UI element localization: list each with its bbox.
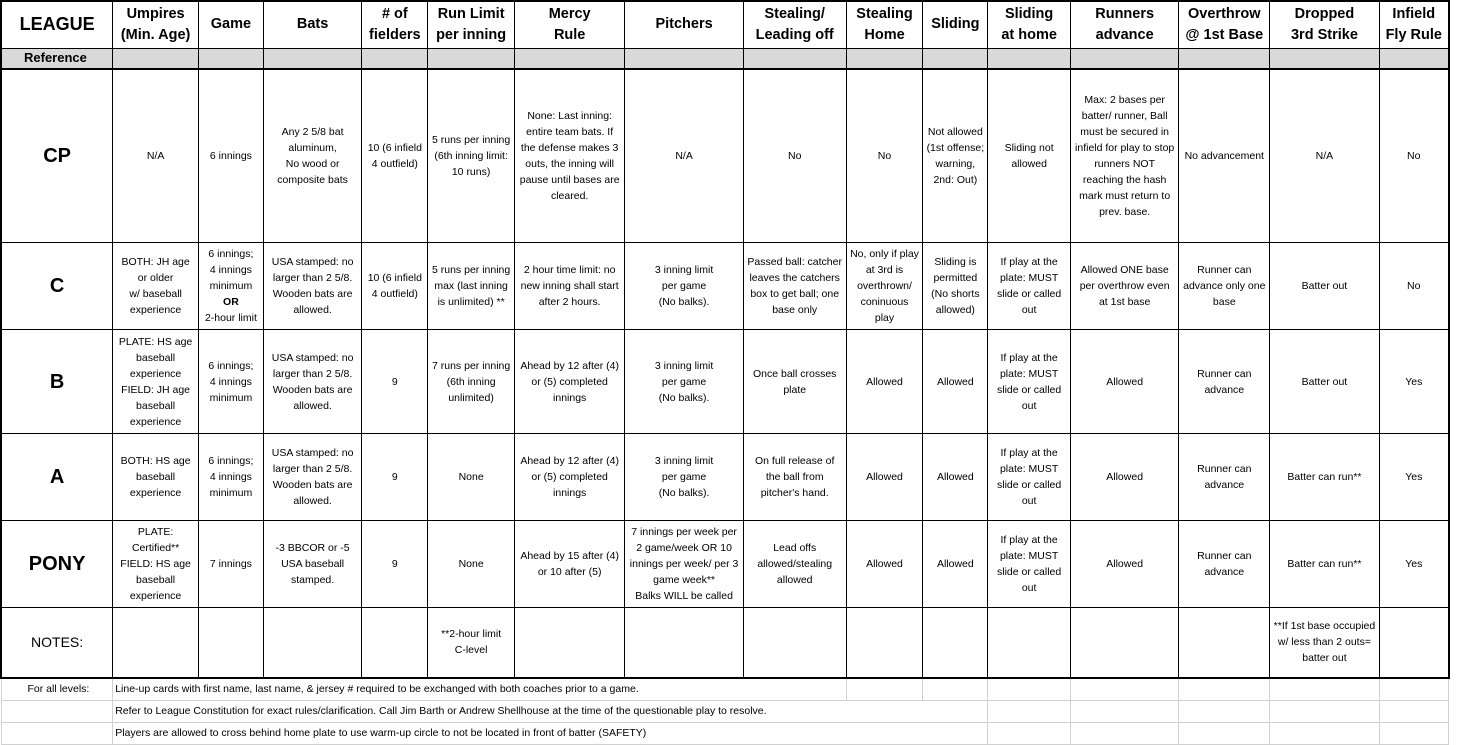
- game-line: 6 innings;: [208, 248, 254, 260]
- notes-row: [1, 608, 1457, 678]
- cell-bats: USA stamped: no larger than 2 5/8. Wooden bats are allowed.: [263, 434, 362, 521]
- cell-run-limit: 7 runs per inning (6th inning unlimited): [428, 330, 515, 434]
- cell-runners-advance: Max: 2 bases per batter/ runner, Ball must be secured in infield for play to stop runners NOT reaching the hash mark must return to prev. base.: [1070, 69, 1178, 243]
- notes-run-limit: **2-hour limit C-level: [428, 608, 515, 678]
- cell-game: 6 innings; 4 innings minimum: [198, 330, 263, 434]
- cell-dropped: Batter out: [1270, 243, 1379, 330]
- cell-infield-fly: Yes: [1379, 521, 1449, 608]
- cell-infield-fly: No: [1379, 243, 1449, 330]
- cell-game: [198, 243, 263, 330]
- cell-fielders: 9: [362, 434, 428, 521]
- cell-sliding-home: If play at the plate: MUST slide or called out: [988, 243, 1071, 330]
- cell-dropped: Batter can run**: [1270, 521, 1379, 608]
- cell-overthrow: Runner can advance: [1179, 330, 1270, 434]
- footer-line: Players are allowed to cross behind home plate to use warm-up circle to not be located in front of batter (SAFETY): [113, 722, 988, 744]
- cell-mercy: None: Last inning: entire team bats. If the defense makes 3 outs, the inning will pause until bases are cleared.: [514, 69, 624, 243]
- game-line: minimum: [209, 280, 253, 292]
- league-name: B: [1, 330, 113, 434]
- cell-mercy: Ahead by 12 after (4) or (5) completed innings: [514, 330, 624, 434]
- cell-sliding-home: If play at the plate: MUST slide or called out: [988, 330, 1071, 434]
- cell-game: 6 innings: [198, 69, 263, 243]
- cell-stealing-home: Allowed: [846, 521, 923, 608]
- header-row: [1, 1, 1457, 48]
- header-umpires: Umpires (Min. Age): [113, 1, 199, 48]
- game-line: 2-hour limit: [204, 312, 257, 324]
- cell-bats: -3 BBCOR or -5 USA baseball stamped.: [263, 521, 362, 608]
- cell-umpires: PLATE: HS age baseball experience FIELD: JH age baseball experience: [113, 330, 199, 434]
- header-infield-fly: Infield Fly Rule: [1379, 1, 1449, 48]
- reference-row: [1, 48, 1457, 69]
- cell-stealing-home: No: [846, 69, 923, 243]
- game-line-or: OR: [223, 296, 239, 308]
- cell-sliding: Sliding is permitted (No shorts allowed): [923, 243, 988, 330]
- league-name: CP: [1, 69, 113, 243]
- cell-sliding-home: If play at the plate: MUST slide or called out: [988, 434, 1071, 521]
- cell-sliding: Not allowed (1st offense; warning, 2nd: Out): [923, 69, 988, 243]
- cell-umpires: BOTH: JH age or older w/ baseball experience: [113, 243, 199, 330]
- cell-overthrow: No advancement: [1179, 69, 1270, 243]
- header-fielders: # of fielders: [362, 1, 428, 48]
- reference-label: Reference: [1, 48, 113, 69]
- cell-fielders: 10 (6 infield 4 outfield): [362, 243, 428, 330]
- cell-run-limit: None: [428, 521, 515, 608]
- cell-fielders: 10 (6 infield 4 outfield): [362, 69, 428, 243]
- cell-dropped: N/A: [1270, 69, 1379, 243]
- cell-infield-fly: Yes: [1379, 434, 1449, 521]
- header-stealing: Stealing/ Leading off: [743, 1, 846, 48]
- header-pitchers: Pitchers: [625, 1, 743, 48]
- cell-bats: USA stamped: no larger than 2 5/8. Wooden bats are allowed.: [263, 330, 362, 434]
- cell-mercy: Ahead by 15 after (4) or 10 after (5): [514, 521, 624, 608]
- table-row: [1, 330, 1457, 434]
- cell-sliding-home: If play at the plate: MUST slide or called out: [988, 521, 1071, 608]
- header-dropped: Dropped 3rd Strike: [1270, 1, 1379, 48]
- cell-pitchers: 3 inning limit per game (No balks).: [625, 243, 743, 330]
- cell-runners-advance: Allowed ONE base per overthrow even at 1st base: [1070, 243, 1178, 330]
- cell-umpires: N/A: [113, 69, 199, 243]
- league-name: PONY: [1, 521, 113, 608]
- cell-run-limit: None: [428, 434, 515, 521]
- cell-bats: USA stamped: no larger than 2 5/8. Wooden bats are allowed.: [263, 243, 362, 330]
- cell-stealing-home: Allowed: [846, 330, 923, 434]
- footer-row: [1, 700, 1457, 722]
- cell-run-limit: 5 runs per inning max (last inning is unlimited) **: [428, 243, 515, 330]
- footer-line: Line-up cards with first name, last name, & jersey # required to be exchanged with both coaches prior to a game.: [113, 678, 846, 701]
- cell-infield-fly: Yes: [1379, 330, 1449, 434]
- cell-fielders: 9: [362, 521, 428, 608]
- cell-dropped: Batter out: [1270, 330, 1379, 434]
- header-game: Game: [198, 1, 263, 48]
- cell-game: 6 innings; 4 innings minimum: [198, 434, 263, 521]
- footer-row: [1, 722, 1457, 744]
- header-sliding-home: Sliding at home: [988, 1, 1071, 48]
- cell-sliding: Allowed: [923, 521, 988, 608]
- table-row: [1, 243, 1457, 330]
- cell-sliding: Allowed: [923, 434, 988, 521]
- cell-overthrow: Runner can advance: [1179, 521, 1270, 608]
- header-runners-advance: Runners advance: [1070, 1, 1178, 48]
- header-mercy: Mercy Rule: [514, 1, 624, 48]
- footer-label: For all levels:: [1, 678, 113, 701]
- header-sliding: Sliding: [923, 1, 988, 48]
- cell-dropped: Batter can run**: [1270, 434, 1379, 521]
- header-stealing-home: Stealing Home: [846, 1, 923, 48]
- cell-fielders: 9: [362, 330, 428, 434]
- table-row: [1, 434, 1457, 521]
- header-bats: Bats: [263, 1, 362, 48]
- notes-dropped: **If 1st base occupied w/ less than 2 outs= batter out: [1270, 608, 1379, 678]
- table-row: [1, 521, 1457, 608]
- cell-stealing: Once ball crosses plate: [743, 330, 846, 434]
- cell-stealing-home: No, only if play at 3rd is overthrown/ coninuous play: [846, 243, 923, 330]
- cell-sliding: Allowed: [923, 330, 988, 434]
- cell-infield-fly: No: [1379, 69, 1449, 243]
- cell-game: 7 innings: [198, 521, 263, 608]
- league-name: C: [1, 243, 113, 330]
- cell-umpires: BOTH: HS age baseball experience: [113, 434, 199, 521]
- game-line: 4 innings: [209, 264, 252, 276]
- cell-overthrow: Runner can advance: [1179, 434, 1270, 521]
- header-run-limit: Run Limit per inning: [428, 1, 515, 48]
- cell-stealing: No: [743, 69, 846, 243]
- cell-run-limit: 5 runs per inning (6th inning limit: 10 runs): [428, 69, 515, 243]
- notes-label: NOTES:: [1, 608, 113, 678]
- cell-pitchers: 3 inning limit per game (No balks).: [625, 434, 743, 521]
- cell-sliding-home: Sliding not allowed: [988, 69, 1071, 243]
- cell-pitchers: 3 inning limit per game (No balks).: [625, 330, 743, 434]
- footer-line: Refer to League Constitution for exact rules/clarification. Call Jim Barth or Andrew Shellhouse at the time of the questionable play to resolve.: [113, 700, 988, 722]
- cell-mercy: 2 hour time limit: no new inning shall start after 2 hours.: [514, 243, 624, 330]
- cell-pitchers: 7 innings per week per 2 game/week OR 10 innings per week/ per 3 game week** Balks WILL be called: [625, 521, 743, 608]
- header-overthrow: Overthrow @ 1st Base: [1179, 1, 1270, 48]
- table-row: [1, 69, 1457, 243]
- cell-stealing-home: Allowed: [846, 434, 923, 521]
- cell-runners-advance: Allowed: [1070, 330, 1178, 434]
- cell-umpires: PLATE: Certified** FIELD: HS age baseball experience: [113, 521, 199, 608]
- cell-pitchers: N/A: [625, 69, 743, 243]
- header-league: LEAGUE: [1, 1, 113, 48]
- footer-row: [1, 678, 1457, 701]
- cell-overthrow: Runner can advance only one base: [1179, 243, 1270, 330]
- league-name: A: [1, 434, 113, 521]
- cell-bats: Any 2 5/8 bat aluminum, No wood or composite bats: [263, 69, 362, 243]
- cell-stealing: On full release of the ball from pitcher's hand.: [743, 434, 846, 521]
- cell-runners-advance: Allowed: [1070, 521, 1178, 608]
- cell-stealing: Lead offs allowed/stealing allowed: [743, 521, 846, 608]
- cell-mercy: Ahead by 12 after (4) or (5) completed innings: [514, 434, 624, 521]
- cell-stealing: Passed ball: catcher leaves the catchers box to get ball; one base only: [743, 243, 846, 330]
- cell-runners-advance: Allowed: [1070, 434, 1178, 521]
